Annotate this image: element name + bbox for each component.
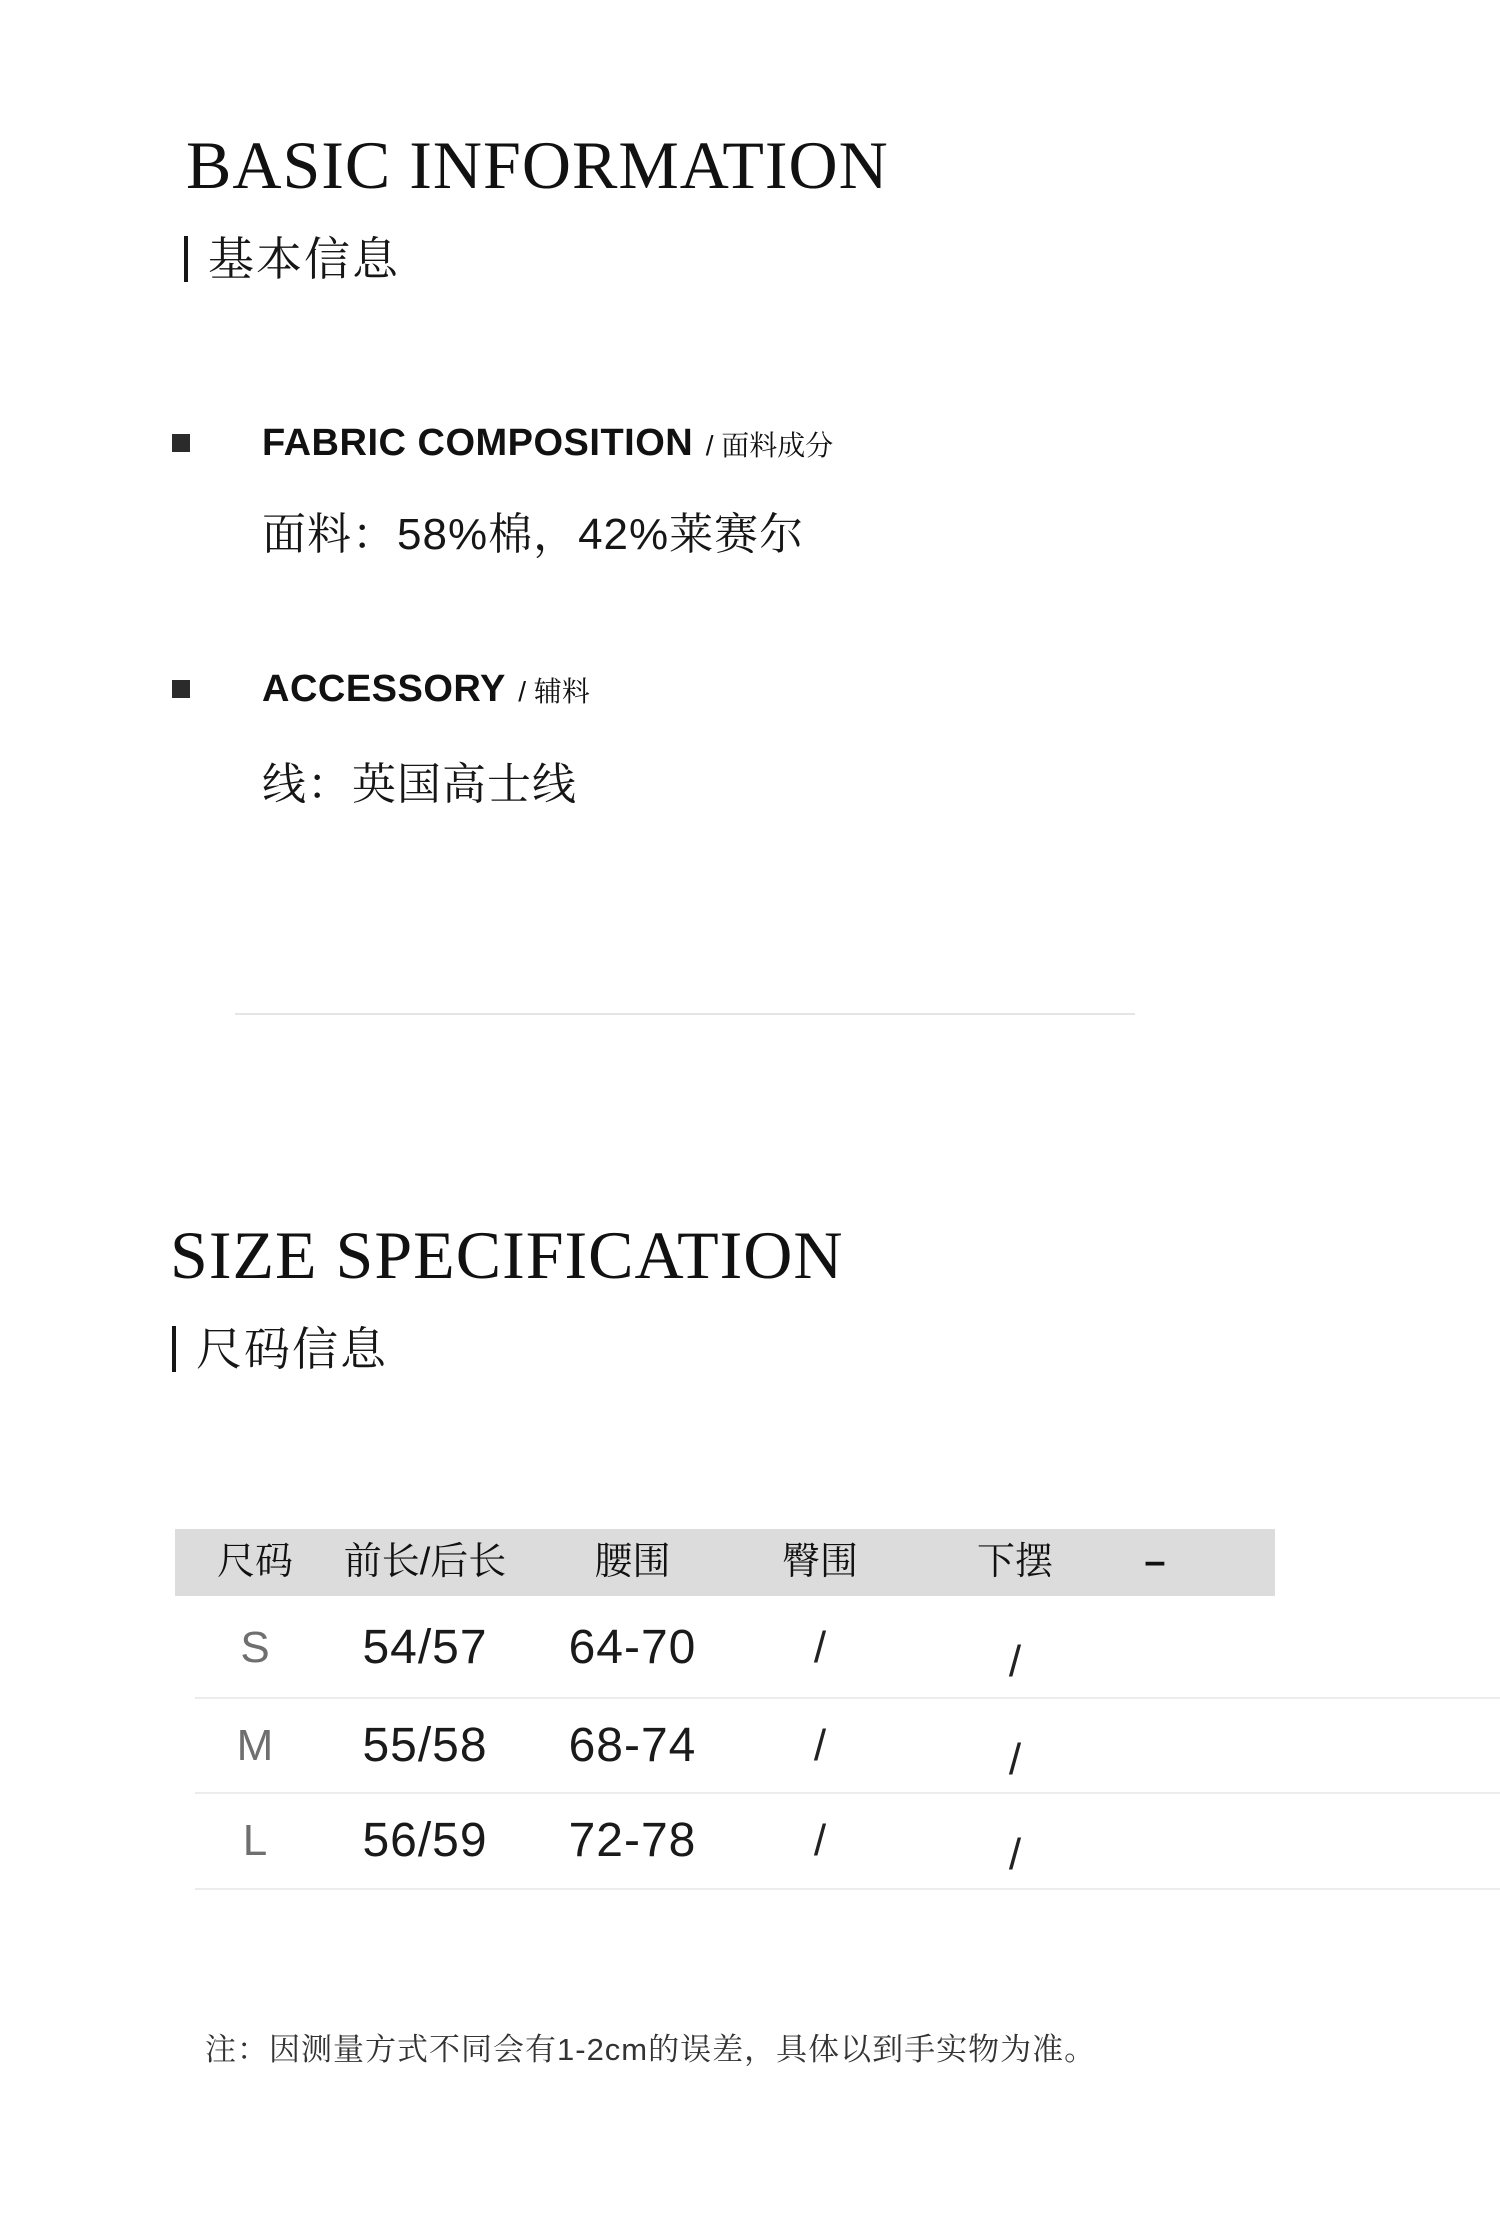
hem-cell: / xyxy=(1008,1735,1022,1784)
hip-cell: / xyxy=(813,1721,827,1770)
accessory-heading-en: ACCESSORY xyxy=(262,668,506,710)
basic-information-title: BASIC INFORMATION xyxy=(186,127,889,203)
fabric-composition-heading xyxy=(262,422,833,465)
waist-cell: 72-78 xyxy=(568,1814,697,1867)
waist-cell: 64-70 xyxy=(568,1621,697,1674)
header-hip: 臀围 xyxy=(781,1541,858,1583)
size-cell: M xyxy=(236,1721,274,1770)
bullet-square-icon xyxy=(172,680,190,698)
size-specification-subtitle xyxy=(172,1323,388,1375)
basic-information-subtitle xyxy=(184,233,400,285)
bullet-square-icon xyxy=(172,434,190,452)
size-cell: S xyxy=(240,1623,270,1672)
size-table-row-l xyxy=(0,1794,1500,1888)
size-table-header xyxy=(175,1529,1275,1596)
vertical-bar-decoration xyxy=(184,236,188,282)
size-table-row-s xyxy=(0,1597,1500,1698)
header-dash: – xyxy=(1144,1541,1166,1583)
header-length: 前长/后长 xyxy=(343,1541,507,1583)
accessory-heading-cn: / 辅料 xyxy=(518,676,590,707)
fabric-composition-heading-en: FABRIC COMPOSITION xyxy=(262,422,694,464)
measurement-note: 注：因测量方式不同会有1-2cm的误差，具体以到手实物为准。 xyxy=(205,2032,1097,2067)
accessory-heading xyxy=(262,668,590,711)
hem-cell: / xyxy=(1008,1830,1022,1879)
basic-information-subtitle-text: 基本信息 xyxy=(208,233,400,285)
length-cell: 54/57 xyxy=(362,1621,488,1674)
size-cell: L xyxy=(242,1816,268,1865)
section-divider xyxy=(235,1013,1135,1015)
header-hem: 下摆 xyxy=(976,1541,1053,1583)
waist-cell: 68-74 xyxy=(568,1719,697,1772)
accessory-value: 线：英国高士线 xyxy=(262,760,577,809)
size-specification-title: SIZE SPECIFICATION xyxy=(170,1217,844,1293)
length-cell: 56/59 xyxy=(362,1814,488,1867)
fabric-composition-value: 面料：58%棉，42%莱赛尔 xyxy=(262,510,805,559)
fabric-composition-heading-cn: / 面料成分 xyxy=(705,430,834,461)
header-waist: 腰围 xyxy=(594,1541,671,1583)
size-table-row-m xyxy=(0,1699,1500,1793)
hip-cell: / xyxy=(813,1816,827,1865)
length-cell: 55/58 xyxy=(362,1719,488,1772)
header-size: 尺码 xyxy=(216,1541,293,1583)
size-specification-subtitle-text: 尺码信息 xyxy=(196,1323,388,1375)
hip-cell: / xyxy=(813,1623,827,1672)
hem-cell: / xyxy=(1008,1637,1022,1686)
vertical-bar-decoration xyxy=(172,1326,176,1372)
row-divider xyxy=(195,1888,1500,1890)
